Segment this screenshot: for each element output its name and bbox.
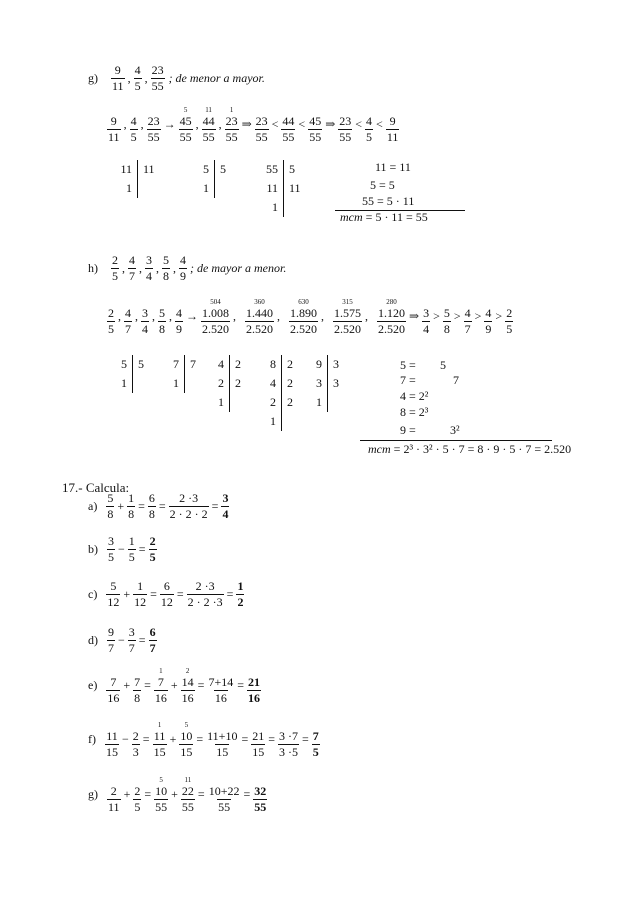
factorization-55: 55 5 11 11 1	[264, 160, 301, 217]
exercise-label: e)	[88, 678, 98, 693]
exercise-instruction: ; de mayor a menor.	[190, 260, 287, 275]
mcm-line: 4 = 2²	[400, 389, 429, 403]
factorization-9: 9 3 3 3 1	[308, 355, 339, 412]
exercise-h-statement: h) $\frac{2}{5}$ , $\frac{4}{7}$ , $\frac{3}{4}$ , $\frac{5}{8}$ , $\frac{4}{9}$ ; de mayor a menor.	[88, 253, 287, 283]
exercise-17c: c) $\frac{5}{12}$ + $\frac{1}{12}$ = $\frac{6}{12}$ = $\frac{2 \cdot 3}{2 \cdot 2 \cdot 3}$ = $\frac{1}{2}$	[88, 579, 244, 609]
fraction: $\frac{23}{55}$	[339, 114, 352, 144]
exercise-label: a)	[88, 498, 98, 513]
fraction: $\frac{4}{5}$	[134, 63, 141, 93]
fraction: $\frac{4}{5}$	[130, 114, 137, 144]
exercise-17f: f) $\frac{11}{15}$ − $\frac{2}{3}$ = 1 11 15 + 5 10 15 = $\frac{11+10}{15}$ = $\frac{21}{15}$ = $\frac{3 \cdot 7}{3 \cdot 5}$ = $\frac{7}{5}$	[88, 721, 319, 759]
mcm-line: 7 =	[400, 373, 416, 387]
factorization-5: 5 5 1	[195, 160, 226, 198]
exercise-17g: g) $\frac{2}{11}$ + $\frac{2}{5}$ = 5 10 55 + 11 22 55 = $\frac{10+22}{55}$ = $\frac{32}{55}$	[88, 776, 267, 814]
exercise-label: b)	[88, 541, 98, 556]
exercise-instruction: ; de menor a mayor.	[168, 70, 265, 85]
exercise-label: d)	[88, 632, 98, 647]
exercise-label: h)	[88, 260, 98, 275]
fraction: $\frac{44}{55}$	[282, 114, 295, 144]
exercise-label: c)	[88, 586, 98, 601]
mcm-result: mcm = 2³ · 3² · 5 · 7 = 8 · 9 · 5 · 7 = 2.520	[368, 442, 572, 456]
factorization-5: 5 5 1	[113, 355, 144, 393]
fraction: $\frac{45}{55}$	[309, 114, 322, 144]
exercise-label: f)	[88, 732, 96, 747]
factorization-7: 7 7 1	[165, 355, 196, 393]
mcm-line: 5 =	[400, 358, 416, 372]
factorization-4: 4 2 2 2 1	[210, 355, 241, 412]
mcm-line: 55 = 5 · 11	[362, 194, 415, 208]
mcm-line: 3²	[450, 423, 460, 437]
factorization-8: 8 2 4 2 2 2 1	[262, 355, 293, 431]
fraction: $\frac{4}{5}$	[366, 114, 373, 144]
fraction: $\frac{9}{11}$	[108, 114, 120, 144]
fraction: 1 23 55	[225, 106, 238, 144]
mcm-line: 5 = 5	[370, 178, 395, 192]
fraction: $\frac{23}{55}$	[255, 114, 268, 144]
fraction: $\frac{9}{11}$	[112, 63, 124, 93]
fraction: 5 45 55	[179, 106, 192, 144]
mcm-divider	[360, 440, 552, 441]
fraction: $\frac{9}{11}$	[386, 114, 399, 144]
mcm-line: 8 = 2³	[400, 405, 429, 419]
mcm-line: 11 = 11	[375, 160, 411, 174]
mcm-line: 7	[453, 373, 459, 387]
factorization-11: 11 11 1	[118, 160, 155, 198]
fraction: $\frac{23}{55}$	[151, 63, 164, 93]
fraction: $\frac{23}{55}$	[147, 114, 160, 144]
exercise-h-solution-line: $\frac{2}{5}$ , $\frac{4}{7}$ , $\frac{3}{4}$ , $\frac{5}{8}$ , $\frac{4}{9}$ → 504 1.008 2.520 , 360 1.440 2.520 , 630 1.890 2.520 , 315 1.575 2.520 , 280 1.120 2.520 ⇒ $\frac{3}{4}$ > $\frac{5}{8}$ > $\frac{4}{7}$ > $\frac{4}{9}$ > $\frac{2}{5}$	[108, 298, 513, 336]
exercise-17a: a) $\frac{5}{8}$ + $\frac{1}{8}$ = $\frac{6}{8}$ = $\frac{2 \cdot 3}{2 \cdot 2 \cdot 2}$ = $\frac{3}{4}$	[88, 491, 229, 521]
exercise-label: g)	[88, 787, 98, 802]
fraction: 11 44 55	[202, 106, 215, 144]
exercise-label: g)	[88, 70, 98, 85]
exercise-g-statement: g) $\frac{9}{11}$ , $\frac{4}{5}$ , $\frac{23}{55}$ ; de menor a mayor.	[88, 63, 265, 93]
mcm-result: mcm = 5 · 11 = 55	[340, 210, 428, 224]
exercise-17b: b) $\frac{3}{5}$ − $\frac{1}{5}$ = $\frac{2}{5}$	[88, 534, 156, 564]
mcm-line: 9 =	[400, 423, 416, 437]
section-heading: 17.- Calcula:	[62, 480, 130, 495]
exercise-g-solution-line: $\frac{9}{11}$ , $\frac{4}{5}$ , $\frac{23}{55}$ → 5 45 55 , 11 44 55 , 1 23 55 ⇒ $\frac{23}{55}$ < $\frac{44}{55}$ < $\frac{45}{55}$ ⇒ $\frac{23}{55}$ < $\frac{4}{5}$ < $\frac{9}{11}$	[108, 106, 399, 144]
mcm-line: 5	[440, 358, 446, 372]
exercise-17e: e) $\frac{7}{16}$ + $\frac{7}{8}$ = 1 7 16 + 2 14 16 = $\frac{7+14}{16}$ = $\frac{21}{16}$	[88, 667, 261, 705]
exercise-17d: d) $\frac{9}{7}$ − $\frac{3}{7}$ = $\frac{6}{7}$	[88, 625, 156, 655]
